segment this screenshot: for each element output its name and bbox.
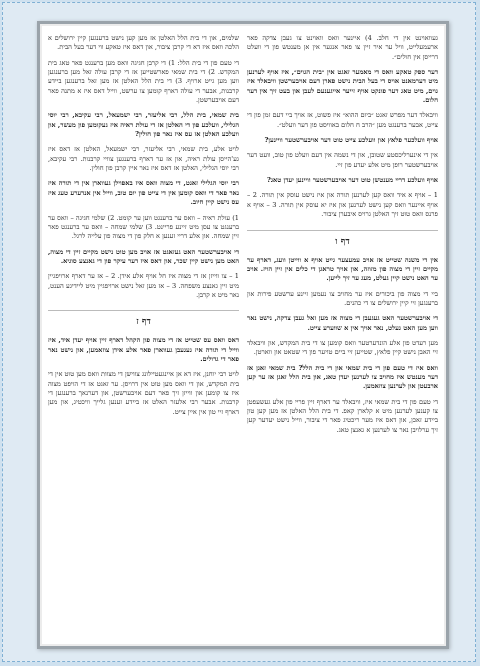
question-paragraph: דער ספק טאקע וואס די מאמער זאגט אין ״בית הגוים״, איז אויף לערנען מיט דערמאנט אויס די בעל הבית נישט פארן דעם אויבערשטן וויבאלד איז גוים, מיט טאג דער פונקט אויף זייער אייגענעם לעבן און בעט זיך אין דער חלום.	[247, 68, 438, 105]
body-paragraph: וויבאלד דער מפרש זאגט ״ביום ההוא״ איז פשוט, אז אויך ביי דעם זמן פון די צייט, אבער ברענגט מען ״הרב ח חלום באוויסט פון דער וועלט״.	[247, 111, 438, 129]
body-paragraph: 1 – צו ווייזן אז די מצוה איז חל אויף אלע אידן. 2 – אז ער דארף ארויפגיין מיט זיין גאנצע משפחה. 3 – אז מען זאל נישט ארויפגיין מיט ליידיגע הענט, נאר מיט א קרבן.	[48, 272, 239, 299]
daf-heading: דף ז	[48, 310, 239, 328]
body-paragraph: די טעם פון די בית שמאי איז, וויבאלד ער דארף זיין פריי פון אלע געשעפטן צו קענען לערנען מיט א קלארן קאפ. די בית הלל האלטן אז מען קען טון ביידע זאכן, און דאס איז מער ריכטיג פאר די ציבור, ווייל נישט יעדער קען זיך ערלויבן נאר צו לערנען א גאנצן טאג.	[247, 397, 438, 434]
daf-heading: דף ו	[247, 230, 438, 248]
body-paragraph: די טעם פון די בית הלל: 1) די קרבן חגיגה וואס מען ברענגט פאר טאג בית המקדש. 2) די בית שמאי פארשטייען אז די קרבן עולה זאל מען ברענגען ווען מען גייט ארויף. 3) די בית הלל האלטן אז מען זאל ברענגען ביידע קרבנות, אבער די עולה דארף קומען צו ערשט, ווייל דאס איז א מתנה פאר דעם אויבערשטן.	[48, 58, 239, 105]
right-text-column	[247, 34, 438, 639]
question-paragraph: דאס וואס עס שטייט אז די מצוה פון הקהל דארף זיין אויף יעדן איד, איז ווייל די תורה איז געגעבן געווארן פאר אלע אידן צוזאמען, און נישט נאר פאר די גדולים.	[48, 336, 239, 363]
question-paragraph: רבי יוסי הגלילי זאגט, די מצוה וואס איז באפוילן געווארן אין די תורה איז נאר פאר די וואס קומען אין די צייט פון יום טוב, ווייל אין אנדערע טעג איז עס נישט קיין חיוב.	[48, 179, 239, 207]
question-paragraph: די אויבערשטער האט געגעבן די מצוה אז מען זאל געבן צדקה, נישט נאר ווען מען האט געלט, נאר אויך אין א שווערע צייט.	[247, 314, 438, 332]
body-paragraph: ביי די מצוה פון ביכורים איז ער מחויב צו נעמען זיינע ערשטע פירות און ברענגען זיי קיין ירושלים צו די כהנים.	[247, 289, 438, 307]
body-paragraph: לויט אלע, בית שמאי, רבי אליעזר, רבי ישמעאל, האלטן אז דאס איז גע'הייסן עולת ראיה, און אז ער דארף ברענגען צוויי קרבנות. רבי עקיבא, רבי יוסי הגלילי, האלטן אז דאס איז נאר איין קרבן פון חולין.	[48, 145, 239, 173]
body-paragraph: 1) עולת ראיה – וואס ער ברענגט ווען ער קומט. 2) שלמי חגיגה – וואס ער ברענגט צו עסן מיט זיינע פריינט. 3) שלמי שמחה – וואס ער ברענגט פאר זיין שמחה. און אלע דריי זענען א חלק פון די מצוה פון עלייה לרגל.	[48, 213, 239, 241]
question-paragraph: אין די משנה שטייט אז אויב עמעצער גייט אויף א ווייטן וועג, דארף ער מקיים זיין די מצוה פון מזוזה, און אויך טראגן די כלים אין זיין הויז. אויב ער האט נישט קיין געלט, מעג ער זיך לייען.	[247, 255, 438, 283]
body-paragraph: שלמים, און די בית הלל האלטן אז מען קען נישט ברענגען קיין ירושלים א הלכה וואס איז דא די קרבן ציבור, און דאס איז טאקע ווי דער בעל הבית.	[48, 34, 239, 52]
document-viewer-background	[2, 2, 476, 662]
body-paragraph: לויט רבי יוחנן, איז דא אן איינגעטיילונג צווישן די מצוות וואס מען טוט אין די בית המקדש, און די וואס מען טוט אין דרויסן. ער זאגט אז די הויפט מצוה איז צו קומען און ווייזן זיך פאר דעם אויבערשטן, און דערנאך ברענגען די קרבנות. אבער רבי אלעזר האלט אז ביידע זענען גלייך וויכטיג, און מען דארף זיי טון אין איין צייט.	[48, 370, 239, 416]
question-paragraph: אויף וועלכער פלאץ און וועלכע צייט טוט דער אויבערשטער וויינען?	[264, 136, 438, 145]
question-paragraph: וואס איז די טעם פון די בית שמאי און די בית הלל? בית שמאי זאגן אז דער מענטש איז מחויב צו לערנען יעדן טאג, און בית הלל זאגן אז ער קען ארבעטן און לערנען צוזאמען.	[247, 363, 438, 391]
left-text-column	[48, 34, 239, 639]
document-page	[37, 21, 449, 649]
question-paragraph: די אויבערשטער האט געזאגט אז אויב מען טוט נישט מקיים זיין די מצוה, האט מען נישט קיין שכר, און דאס איז דער עיקר פון די גאנצע סוגיא.	[48, 247, 239, 265]
body-paragraph: 1 – אויף א איד וואס קען לערנען תורה און איז נישט עוסק אין תורה. 2 – אויף איינער וואס קען נישט לערנען און איז יא עוסק אין תורה. 3 – אויף א פרנס וואס טוט זיך האלטן גרויס איבערן ציבור.	[247, 191, 438, 219]
body-paragraph: מען רעדט פון אלע הונדערטער וואס קומען צו די בית המקדש, און וויבאלד זיי האבן נישט קיין פלאץ, שטייען זיי ביים טויער פון די שטאט און ווארטן.	[247, 338, 438, 357]
question-paragraph: בית שמאי, בית הלל, רבי אליעזר, רבי ישמעאל, רבי עקיבא, רבי יוסי הגלילי, וועלכע פון די האלטן אז די עולת ראיה איז געקומען פון מעשר, און וועלכע האלטן אז עס איז נאר פון חולין?	[48, 111, 239, 139]
body-paragraph: געוואוינט אין די חלב. 4) איינער וואס וואוינט צו געבן צדקה פאר ארעמעלייט, וויל ער איר זיין צו פאר אנגער אין אן מענטש פון די וועלט דרייסן אין חולים״.	[247, 34, 438, 61]
question-paragraph: אויף וועלכע דריי מענטשן טוט דער אויבערשטער וויינען יעדן טאג?	[266, 176, 438, 185]
body-paragraph: אין די אינערליכסטע שטובן, און די נשמה אין דעם וועלט פון טוב, וועט דער אויבערשטער רופן מיט אלע יעדע פון זיי.	[247, 151, 438, 169]
